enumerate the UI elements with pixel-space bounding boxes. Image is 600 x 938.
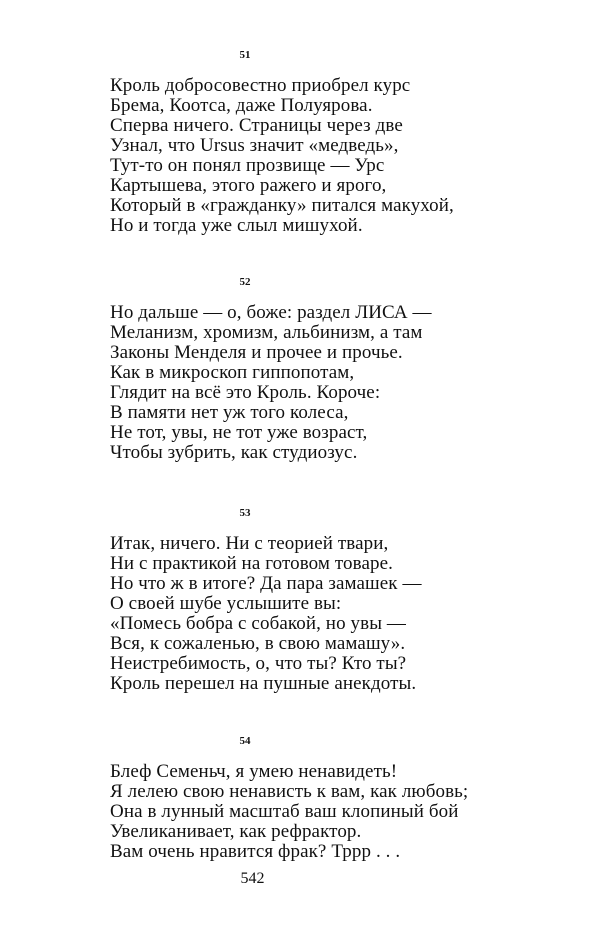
verse-line: Но что ж в итоге? Да пара замашек —: [110, 573, 422, 594]
stanza-53: [110, 534, 570, 694]
verse-line: Брема, Коотса, даже Полуярова.: [110, 95, 373, 116]
verse-line: О своей шубе услышите вы:: [110, 593, 342, 614]
stanza-number: 53: [239, 507, 251, 519]
verse-line: Сперва ничего. Страницы через две: [110, 115, 403, 136]
verse-line: Я лелею свою ненависть к вам, как любовь;: [110, 781, 469, 802]
verse-line: Но дальше — о, боже: раздел ЛИСА —: [110, 302, 432, 323]
verse-line: Итак, ничего. Ни с теорией твари,: [110, 533, 389, 554]
stanza-number: 52: [239, 276, 251, 288]
verse-line: Как в микроскоп гиппопотам,: [110, 362, 355, 383]
verse-line: В памяти нет уж того колеса,: [110, 402, 349, 423]
verse-line: Ни с практикой на готовом товаре.: [110, 553, 393, 574]
verse-line: Не тот, увы, не тот уже возраст,: [110, 422, 368, 443]
verse-line: Вам очень нравится фрак? Трpp . . .: [110, 841, 401, 862]
verse-line: Вся, к сожаленью, в свою мамашу».: [110, 633, 406, 654]
verse-line: Она в лунный масштаб ваш клопиный бой: [110, 801, 459, 822]
verse-line: Законы Менделя и прочее и прочье.: [110, 342, 403, 363]
verse-line: «Помесь бобра с собакой, но увы —: [110, 613, 407, 634]
verse-line: Глядит на всё это Кроль. Короче:: [110, 382, 381, 403]
stanza-number: 51: [239, 49, 251, 61]
verse-line: Чтобы зубрить, как студиозус.: [110, 442, 358, 463]
verse-line: Тут-то он понял прозвище — Урс: [110, 155, 385, 176]
verse-line: Кроль перешел на пушные анекдоты.: [110, 673, 417, 694]
verse-line: Меланизм, хромизм, альбинизм, а там: [110, 322, 423, 343]
stanza-52: [110, 303, 570, 463]
verse-line: Но и тогда уже слыл мишухой.: [110, 215, 363, 236]
verse-line: Который в «гражданку» питался макухой,: [110, 195, 454, 216]
verse-line: Кроль добросовестно приобрел курс: [110, 75, 411, 96]
stanza-51: [110, 76, 570, 236]
verse-line: Блеф Семеньч, я умею ненавидеть!: [110, 761, 398, 782]
verse-line: Картышева, этого ражего и ярого,: [110, 175, 387, 196]
verse-line: Узнал, что Ursus значит «медведь»,: [110, 135, 399, 156]
verse-line: Увеликанивает, как рефрактор.: [110, 821, 362, 842]
page-number: 542: [240, 870, 265, 887]
stanza-54: [110, 762, 570, 862]
verse-line: Неистребимость, о, что ты? Кто ты?: [110, 653, 407, 674]
stanza-number: 54: [239, 735, 251, 747]
